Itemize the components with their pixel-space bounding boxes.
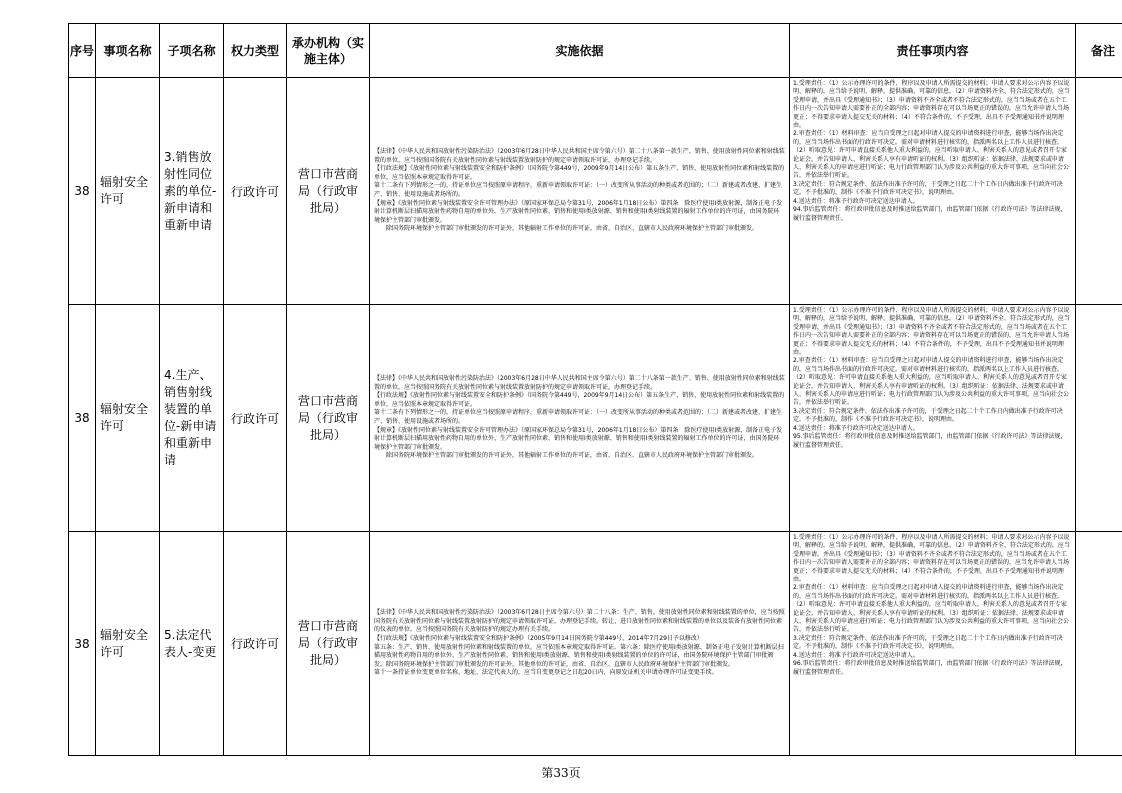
- duty-paragraph: 2.审查责任：（1）材料审查：应当自受理之日起对申请人提交的申请资料进行审查，能够当场作出决定的，应当当场作出书面的行政许可决定。需对申请材料进行核实的，指派两名以上工作人员进行核查。（2）听取意见：许可申请直接关系他人重大利益的，应当听取申请人、利害关系人的意见或者召开专家论证会，并告知申请人、利害关系人享有申请听证的权利。（3）组织听证：依据法律、法规要求或申请人、利害关系人的申请应进行听证；电力行政管理部门认为涉及公共利益的重大许可事项，应当向社会公告，并依法举行听证。: [793, 357, 1070, 407]
- duty-paragraph: 4.送达责任：将准予行政许可决定送达申请人。: [793, 651, 919, 659]
- header-org: 承办机构（实施主体）: [287, 24, 370, 78]
- header-basis: 实施依据: [370, 24, 790, 78]
- table-row: [69, 305, 1122, 532]
- basis-paragraph: 第十一条持证单位变更单位名称、地址、法定代表人的，应当自变更登记之日起20日内，向原发证机关申请办理许可证变更手续。: [374, 669, 718, 677]
- cell-item: 辐射安全许可: [96, 305, 160, 532]
- header-item: 事项名称: [96, 24, 160, 78]
- cell-item: 辐射安全许可: [96, 532, 160, 756]
- cell-type: 行政许可: [224, 78, 287, 305]
- basis-paragraph: 【法律】《中华人民共和国放射性污染防治法》（2003年6月28日主席令第六号）第二十八条：生产、销售、使用放射性同位素和射线装置的单位，应当按照国务院有关放射性同位素与射线装置放射防护的规定申请领取许可证，办理登记手续。转让、进口放射性同位素和射线装置的单位以及装备有放射性同位素的仪表的单位，应当按照国务院有关放射防护的规定办理有关手续。: [374, 609, 785, 634]
- basis-paragraph: 【行政法规】《放射性同位素与射线装置安全和防护条例》（国务院令第449号，2009年9月14日公布）第五条生产、销售、使用放射性同位素和射线装置的单位，应当依照本章规定取得许可证。: [374, 392, 785, 408]
- cell-duty: [790, 305, 1076, 532]
- page-number: 第33页: [541, 766, 581, 780]
- header-seq: 序号: [69, 24, 96, 78]
- duty-paragraph: 1.受理责任：（1）公示办理许可的条件、程序以及申请人所需提交的材料；申请人要求对公示内容予以说明、解释的，应当给予说明、解释，提供准确、可靠的信息。（2）申请资料齐全、符合法定形式的，应当受理申请，并出具《受理通知书》；（3）申请资料不齐全或者不符合法定形式的，应当当场或者在五个工作日内一次告知申请人需要补正的全部内容；申请资料存在可以当场更正的错误的，应当允许申请人当场更正；不得要求申请人提交无关的材料；（4）不符合条件的，不予受理，出具不予受理通知书并说明理由。: [793, 307, 1070, 357]
- duty-paragraph: 94.事后监管责任：将行政审批信息及时推送给监管部门，由监管部门依据《行政许可法》等法律法规，履行监督管理责任。: [793, 206, 1067, 222]
- table-header-row: [69, 24, 1122, 78]
- basis-paragraph: 第五条：生产、销售、使用放射性同位素和射线装置的单位，应当依照本章规定取得许可证。第六条：除医疗使用Ⅰ类放射源、制备正电子发射计算机断层扫描用放射性药物自用的单位外，生产放射性同位素、销售和使用Ⅰ类放射源、销售和使用Ⅰ类射线装置的单位的许可证，由国务院环境保护主管部门审批颁发。除国务院环境保护主管部门审批颁发的许可证外，其他单位的许可证，由省、自治区、直辖市人民政府环境保护主管部门审批颁发。: [374, 643, 784, 668]
- duty-paragraph: 4.送达责任：将准予行政许可决定送达申请人。: [793, 424, 919, 432]
- cell-org: 营口市营商局（行政审批局）: [287, 532, 370, 756]
- basis-paragraph: 除国务院环境保护主管部门审批颁发的许可证外，其他辐射工作单位的许可证，由省、自治区、直辖市人民政府环境保护主管部门审批颁发。: [374, 452, 759, 460]
- header-note: 备注: [1076, 24, 1122, 78]
- duty-paragraph: 3.决定责任：符合规定条件、依法作出准予许可的，于受理之日起二十个工作日内做出准予行政许可决定。不予批准的，制作《不准予行政许可决定书》，说明理由。: [793, 180, 1063, 197]
- duty-paragraph: 1.受理责任：（1）公示办理许可的条件、程序以及申请人所需提交的材料；申请人要求对公示内容予以说明、解释的，应当给予说明、解释，提供准确、可靠的信息。（2）申请资料齐全、符合法定形式的，应当受理申请，并出具《受理通知书》；（3）申请资料不齐全或者不符合法定形式的，应当当场或者在五个工作日内一次告知申请人需要补正的全部内容；申请资料存在可以当场更正的错误的，应当允许申请人当场更正；不得要求申请人提交无关的材料；（4）不符合条件的，不予受理，出具不予受理通知书并说明理由。: [793, 534, 1070, 584]
- cell-basis: [370, 532, 790, 756]
- basis-paragraph: 除国务院环境保护主管部门审批颁发的许可证外，其他辐射工作单位的许可证，由省、自治区、直辖市人民政府环境保护主管部门审批颁发。: [374, 225, 759, 233]
- header-duty: 责任事项内容: [790, 24, 1076, 78]
- cell-note: [1076, 78, 1122, 305]
- basis-paragraph: 第十二条有下列情形之一的，持证单位应当按照原申请程序，重新申请领取许可证：（一）改变所从事活动的种类或者范围的；（二）新建或者改建、扩建生产、销售、使用设施或者场所的。: [374, 182, 783, 198]
- cell-duty: [790, 532, 1076, 756]
- duty-paragraph: 4.送达责任：将准予行政许可决定送达申请人。: [793, 197, 919, 205]
- duty-paragraph: 95.事后监管责任：将行政审批信息及时推送给监管部门，由监管部门依据《行政许可法》等法律法规，履行监督管理责任。: [793, 433, 1067, 449]
- header-type: 权力类型: [224, 24, 287, 78]
- duty-paragraph: 3.决定责任：符合规定条件、依法作出准予许可的，于受理之日起二十个工作日内做出准予行政许可决定。不予批准的，制作《不准予行政许可决定书》，说明理由。: [793, 407, 1063, 424]
- cell-sub: 5.法定代表人-变更: [160, 532, 224, 756]
- cell-sub: 4.生产、销售射线装置的单位-新申请和重新申请: [160, 305, 224, 532]
- cell-type: 行政许可: [224, 532, 287, 756]
- cell-note: [1076, 532, 1122, 756]
- cell-org: 营口市营商局（行政审批局）: [287, 78, 370, 305]
- cell-sub: 3.销售放射性同位素的单位-新申请和重新申请: [160, 78, 224, 305]
- cell-basis: [370, 305, 790, 532]
- basis-paragraph: 【法律】《中华人民共和国放射性污染防治法》（2003年6月28日中华人民共和国主席令第六号）第二十八条第一款生产、销售、使用放射性同位素和射线装置的单位，应当按照国务院有关放射性同位素与射线装置放射防护的规定申请领取许可证，办理登记手续。: [374, 375, 785, 391]
- cell-duty: [790, 78, 1076, 305]
- cell-item: 辐射安全许可: [96, 78, 160, 305]
- authority-table: [68, 23, 1122, 756]
- duty-paragraph: 2.审查责任：（1）材料审查：应当自受理之日起对申请人提交的申请资料进行审查，能够当场作出决定的，应当当场作出书面的行政许可决定。需对申请材料进行核实的，指派两名以上工作人员进行核查。（2）听取意见：许可申请直接关系他人重大利益的，应当听取申请人、利害关系人的意见或者召开专家论证会，并告知申请人、利害关系人享有申请听证的权利。（3）组织听证：依据法律、法规要求或申请人、利害关系人的申请应进行听证；电力行政管理部门认为涉及公共利益的重大许可事项，应当向社会公告，并依法举行听证。: [793, 130, 1070, 180]
- cell-basis: [370, 78, 790, 305]
- header-sub: 子项名称: [160, 24, 224, 78]
- basis-paragraph: 第十二条有下列情形之一的，持证单位应当按照原申请程序，重新申请领取许可证：（一）改变所从事活动的种类或者范围的；（二）新建或者改建、扩建生产、销售、使用设施或者场所的。: [374, 409, 783, 425]
- duty-paragraph: 3.决定责任：符合规定条件、依法作出准予许可的，于受理之日起二十个工作日内做出准予行政许可决定。不予批准的，制作《不准予行政许可决定书》，说明理由。: [793, 634, 1063, 651]
- cell-seq: 38: [69, 305, 96, 532]
- cell-org: 营口市营商局（行政审批局）: [287, 305, 370, 532]
- basis-paragraph: 【规章】《放射性同位素与射线装置安全许可管理办法》（原国家环保总局令第31号，2006年1月18日公布）第四条 除医疗使用Ⅰ类放射源、制备正电子发射计算机断层扫描用放射性药物自用的单位外，生产放射性同位素、销售和使用Ⅰ类放射源、销售和使用Ⅰ类射线装置的辐射工作单位的许可证，由国务院环境保护主管部门审批颁发。: [374, 199, 783, 224]
- cell-seq: 38: [69, 78, 96, 305]
- duty-paragraph: 1.受理责任：（1）公示办理许可的条件、程序以及申请人所需提交的材料；申请人要求对公示内容予以说明、解释的，应当给予说明、解释，提供准确、可靠的信息。（2）申请资料齐全、符合法定形式的，应当受理申请，并出具《受理通知书》；（3）申请资料不齐全或者不符合法定形式的，应当当场或者在五个工作日内一次告知申请人需要补正的全部内容；申请资料存在可以当场更正的错误的，应当允许申请人当场更正；不得要求申请人提交无关的材料；（4）不符合条件的，不予受理，出具不予受理通知书并说明理由。: [793, 80, 1070, 130]
- basis-paragraph: 【规章】《放射性同位素与射线装置安全许可管理办法》（原国家环保总局令第31号，2006年1月18日公布）第四条 除医疗使用Ⅰ类放射源、制备正电子发射计算机断层扫描用放射性药物自用的单位外，生产放射性同位素、销售和使用Ⅰ类放射源、销售和使用Ⅰ类射线装置的辐射工作单位的许可证，由国务院环境保护主管部门审批颁发。: [374, 426, 783, 451]
- table-row: [69, 532, 1122, 756]
- basis-paragraph: 【法律】《中华人民共和国放射性污染防治法》（2003年6月28日中华人民共和国主席令第六号）第二十八条第一款生产、销售、使用放射性同位素和射线装置的单位，应当按照国务院有关放射性同位素与射线装置放射防护的规定申请领取许可证，办理登记手续。: [374, 148, 785, 164]
- table-row: [69, 78, 1122, 305]
- cell-seq: 38: [69, 532, 96, 756]
- duty-paragraph: 2.审查责任：（1）材料审查：应当自受理之日起对申请人提交的申请资料进行审查，能够当场作出决定的，应当当场作出书面的行政许可决定。需对申请材料进行核实的，指派两名以上工作人员进行核查。（2）听取意见：许可申请直接关系他人重大利益的，应当听取申请人、利害关系人的意见或者召开专家论证会，并告知申请人、利害关系人享有申请听证的权利。（3）组织听证：依据法律、法规要求或申请人、利害关系人的申请应进行听证；电力行政管理部门认为涉及公共利益的重大许可事项，应当向社会公告，并依法举行听证。: [793, 584, 1070, 634]
- duty-paragraph: 96.事后监管责任：将行政审批信息及时推送给监管部门，由监管部门依据《行政许可法》等法律法规，履行监督管理责任。: [793, 660, 1067, 676]
- basis-paragraph: 【行政法规】《放射性同位素与射线装置安全和防护条例》（2005年9月14日国务院令第449号，2014年7月29日予以修改）: [374, 634, 703, 642]
- cell-type: 行政许可: [224, 305, 287, 532]
- basis-paragraph: 【行政法规】《放射性同位素与射线装置安全和防护条例》（国务院令第449号，2009年9月14日公布）第五条生产、销售、使用放射性同位素和射线装置的单位，应当依照本章规定取得许可证。: [374, 165, 785, 181]
- cell-note: [1076, 305, 1122, 532]
